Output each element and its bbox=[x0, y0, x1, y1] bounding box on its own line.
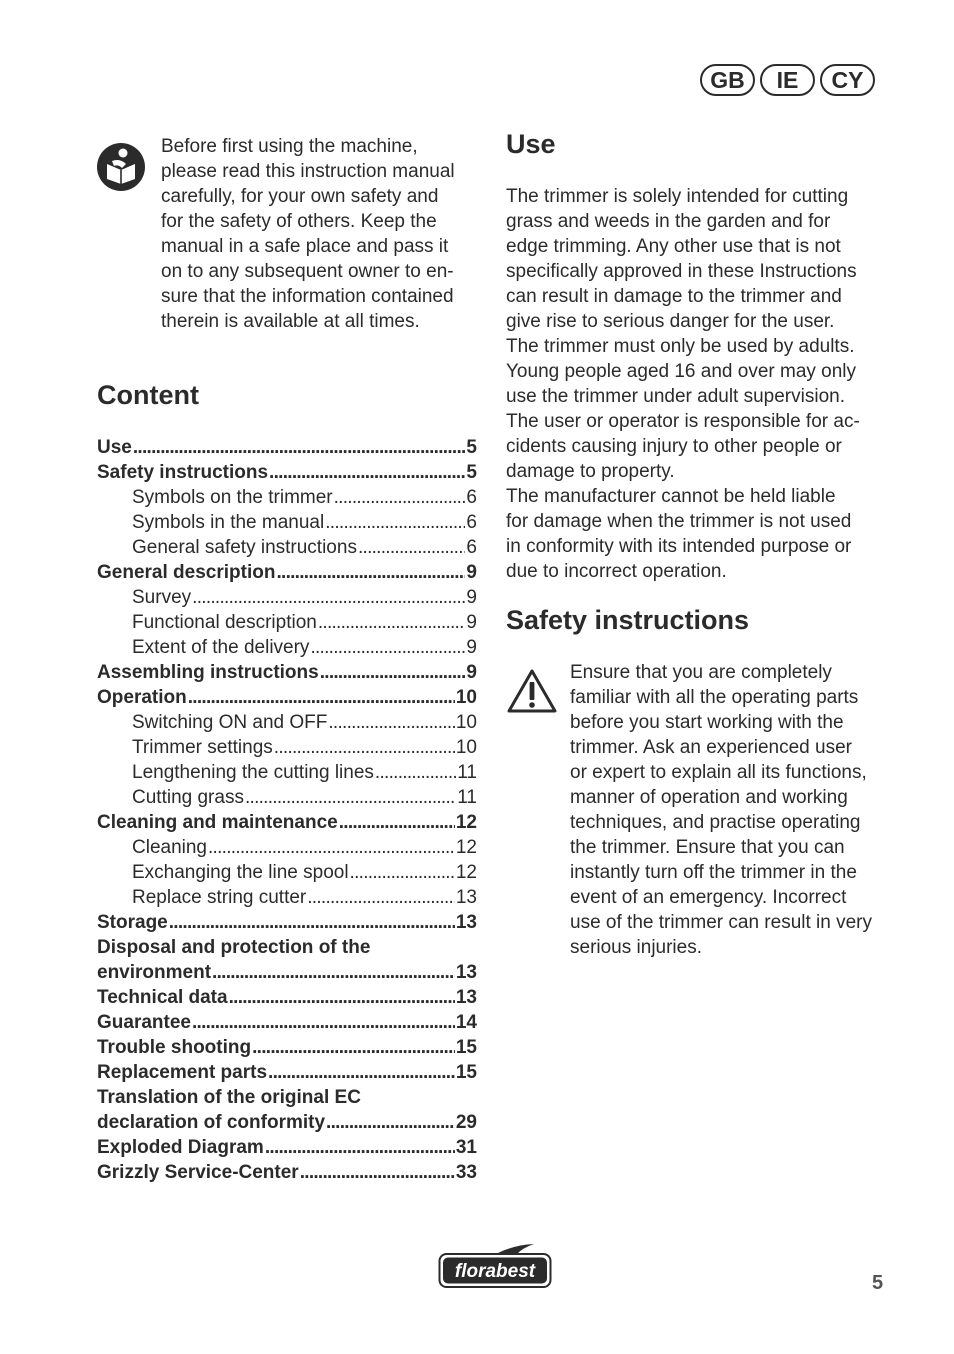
florabest-logo bbox=[438, 1243, 552, 1289]
text-line: for damage when the trimmer is not used bbox=[506, 511, 852, 532]
toc-entry-title: Trouble shooting bbox=[97, 1037, 252, 1058]
toc-entry-page: 9 bbox=[466, 662, 477, 683]
toc-leader-dots bbox=[274, 735, 455, 760]
toc-entry bbox=[97, 785, 477, 810]
toc-leader-dots bbox=[268, 1060, 455, 1085]
toc-entry bbox=[97, 1010, 477, 1035]
toc-leader-dots bbox=[276, 560, 465, 585]
toc-leader-dots bbox=[320, 660, 466, 685]
toc-entry bbox=[97, 1110, 477, 1135]
toc-entry bbox=[97, 610, 477, 635]
toc-entry bbox=[97, 910, 477, 935]
toc-entry-title: Safety instructions bbox=[97, 462, 269, 483]
toc-entry-title: Trimmer settings bbox=[132, 737, 273, 758]
toc-entry bbox=[97, 1085, 477, 1110]
toc-entry bbox=[97, 1060, 477, 1085]
toc-entry bbox=[97, 760, 477, 785]
toc-leader-dots bbox=[334, 485, 466, 510]
content-heading: Content bbox=[97, 380, 199, 410]
toc-entry-page: 13 bbox=[455, 962, 477, 983]
text-line: therein is available at all times. bbox=[161, 311, 420, 332]
toc-entry bbox=[97, 435, 477, 460]
toc-entry-page: 10 bbox=[455, 687, 477, 708]
use-heading: Use bbox=[506, 129, 556, 159]
toc-leader-dots bbox=[192, 585, 465, 610]
toc-leader-dots bbox=[229, 985, 455, 1010]
text-line: The user or operator is responsible for ac- bbox=[506, 411, 860, 432]
toc-leader-dots bbox=[133, 435, 466, 460]
toc-entry-title: environment bbox=[97, 962, 212, 983]
toc-entry-title: Disposal and protection of the bbox=[97, 937, 371, 958]
toc-entry-page: 9 bbox=[466, 612, 477, 633]
toc-entry-title: General safety instructions bbox=[132, 537, 357, 558]
toc-entry-page: 13 bbox=[455, 987, 477, 1008]
toc-entry-page: 29 bbox=[455, 1112, 477, 1133]
toc-entry-title: Switching ON and OFF bbox=[132, 712, 328, 733]
text-line: manner of operation and working bbox=[570, 787, 848, 808]
toc-leader-dots bbox=[358, 535, 465, 560]
toc-entry-title: Cutting grass bbox=[132, 787, 244, 808]
toc-entry-page: 11 bbox=[457, 787, 477, 808]
toc-leader-dots bbox=[375, 760, 456, 785]
toc-leader-dots bbox=[326, 1110, 455, 1135]
toc-leader-dots bbox=[339, 810, 455, 835]
toc-entry bbox=[97, 1135, 477, 1160]
text-line: The trimmer must only be used by adults. bbox=[506, 336, 855, 357]
toc-leader-dots bbox=[192, 1010, 455, 1035]
text-line: give rise to serious danger for the user. bbox=[506, 311, 835, 332]
toc-leader-dots bbox=[269, 460, 465, 485]
text-line: event of an emergency. Incorrect bbox=[570, 887, 847, 908]
toc-entry-title: Lengthening the cutting lines bbox=[132, 762, 374, 783]
toc-entry bbox=[97, 685, 477, 710]
toc-entry bbox=[97, 635, 477, 660]
toc-entry-page: 6 bbox=[466, 537, 477, 558]
toc-entry-page: 12 bbox=[455, 862, 477, 883]
text-line: Ensure that you are completely bbox=[570, 662, 832, 683]
text-line: sure that the information contained bbox=[161, 286, 454, 307]
toc-entry bbox=[97, 1160, 477, 1185]
toc-leader-dots bbox=[300, 1160, 455, 1185]
toc-entry-page: 14 bbox=[455, 1012, 477, 1033]
toc-leader-dots bbox=[328, 710, 455, 735]
toc-entry-title: Use bbox=[97, 437, 132, 458]
toc-entry-title: Assembling instructions bbox=[97, 662, 319, 683]
toc-entry-page: 9 bbox=[466, 587, 477, 608]
text-line: carefully, for your own safety and bbox=[161, 186, 439, 207]
toc-entry-title: Storage bbox=[97, 912, 168, 933]
toc-entry-page: 31 bbox=[455, 1137, 477, 1158]
toc-entry-title: Replace string cutter bbox=[132, 887, 307, 908]
toc-entry-page: 9 bbox=[466, 637, 477, 658]
toc-entry bbox=[97, 985, 477, 1010]
toc-entry-title: Operation bbox=[97, 687, 187, 708]
toc-entry-title: Symbols in the manual bbox=[132, 512, 325, 533]
toc-entry bbox=[97, 935, 477, 960]
text-line: edge trimming. Any other use that is not bbox=[506, 236, 841, 257]
toc-leader-dots bbox=[325, 510, 465, 535]
toc-entry bbox=[97, 485, 477, 510]
text-line: or expert to explain all its functions, bbox=[570, 762, 867, 783]
toc-entry-title: General description bbox=[97, 562, 276, 583]
read-manual-icon bbox=[96, 142, 146, 192]
text-line: use of the trimmer can result in very bbox=[570, 912, 872, 933]
text-line: familiar with all the operating parts bbox=[570, 687, 859, 708]
page-number: 5 bbox=[872, 1272, 884, 1294]
toc-entry-page: 12 bbox=[455, 837, 477, 858]
toc-leader-dots bbox=[245, 785, 456, 810]
toc-entry-title: Extent of the delivery bbox=[132, 637, 310, 658]
toc-entry-title: Technical data bbox=[97, 987, 228, 1008]
text-line: Before first using the machine, bbox=[161, 136, 418, 157]
toc-entry-page: 5 bbox=[466, 462, 477, 483]
toc-entry-page: 6 bbox=[466, 487, 477, 508]
intro-paragraph bbox=[161, 134, 481, 334]
text-line: techniques, and practise operating bbox=[570, 812, 861, 833]
language-badge-gb: GB bbox=[700, 64, 755, 96]
toc-leader-dots bbox=[265, 1135, 455, 1160]
toc-entry-page: 13 bbox=[455, 887, 477, 908]
text-line: Young people aged 16 and over may only bbox=[506, 361, 857, 382]
text-line: can result in damage to the trimmer and bbox=[506, 286, 842, 307]
toc-entry-title: Symbols on the trimmer bbox=[132, 487, 333, 508]
toc-entry bbox=[97, 885, 477, 910]
text-line: trimmer. Ask an experienced user bbox=[570, 737, 852, 758]
language-badges bbox=[700, 64, 875, 96]
toc-entry bbox=[97, 735, 477, 760]
text-line: on to any subsequent owner to en- bbox=[161, 261, 454, 282]
text-line: The trimmer is solely intended for cutting bbox=[506, 186, 849, 207]
toc-entry-title: Translation of the original EC bbox=[97, 1087, 361, 1108]
text-line: serious injuries. bbox=[570, 937, 702, 958]
toc-entry-title: Grizzly Service-Center bbox=[97, 1162, 299, 1183]
safety-heading: Safety instructions bbox=[506, 605, 750, 635]
text-line: damage to property. bbox=[506, 461, 675, 482]
toc-entry-page: 15 bbox=[455, 1062, 477, 1083]
toc-leader-dots bbox=[208, 835, 455, 860]
table-of-contents bbox=[97, 435, 477, 1185]
toc-entry bbox=[97, 1035, 477, 1060]
language-badge-cy: CY bbox=[820, 64, 875, 96]
text-line: use the trimmer under adult supervision. bbox=[506, 386, 845, 407]
toc-entry-title: Cleaning bbox=[132, 837, 207, 858]
toc-leader-dots bbox=[169, 910, 455, 935]
text-line: in conformity with its intended purpose or bbox=[506, 536, 852, 557]
text-line: specifically approved in these Instructions bbox=[506, 261, 857, 282]
text-line: The manufacturer cannot be held liable bbox=[506, 486, 836, 507]
toc-entry bbox=[97, 535, 477, 560]
toc-entry-page: 5 bbox=[466, 437, 477, 458]
toc-entry-title: Guarantee bbox=[97, 1012, 191, 1033]
text-line: due to incorrect operation. bbox=[506, 561, 727, 582]
toc-entry-page: 33 bbox=[455, 1162, 477, 1183]
toc-entry bbox=[97, 860, 477, 885]
toc-leader-dots bbox=[350, 860, 455, 885]
toc-entry-title: Exploded Diagram bbox=[97, 1137, 264, 1158]
toc-entry bbox=[97, 835, 477, 860]
toc-entry-title: Replacement parts bbox=[97, 1062, 268, 1083]
text-line: manual in a safe place and pass it bbox=[161, 236, 449, 257]
warning-triangle-icon bbox=[506, 668, 558, 714]
toc-leader-dots bbox=[310, 635, 465, 660]
toc-entry-page: 13 bbox=[455, 912, 477, 933]
text-line: for the safety of others. Keep the bbox=[161, 211, 437, 232]
toc-entry-title: Exchanging the line spool bbox=[132, 862, 349, 883]
toc-leader-dots bbox=[252, 1035, 455, 1060]
toc-leader-dots bbox=[318, 610, 466, 635]
text-line: instantly turn off the trimmer in the bbox=[570, 862, 857, 883]
toc-entry bbox=[97, 710, 477, 735]
toc-entry-page: 15 bbox=[455, 1037, 477, 1058]
text-line: cidents causing injury to other people or bbox=[506, 436, 842, 457]
text-line: grass and weeds in the garden and for bbox=[506, 211, 831, 232]
toc-entry bbox=[97, 585, 477, 610]
text-line: the trimmer. Ensure that you can bbox=[570, 837, 845, 858]
toc-leader-dots bbox=[188, 685, 455, 710]
toc-leader-dots bbox=[212, 960, 455, 985]
logo-text: florabest bbox=[454, 1261, 536, 1282]
toc-entry-page: 9 bbox=[466, 562, 477, 583]
toc-entry-page: 10 bbox=[455, 712, 477, 733]
toc-entry bbox=[97, 960, 477, 985]
toc-entry-title: Functional description bbox=[132, 612, 317, 633]
toc-entry bbox=[97, 460, 477, 485]
use-paragraph bbox=[506, 184, 906, 584]
text-line: before you start working with the bbox=[570, 712, 844, 733]
toc-entry-page: 11 bbox=[457, 762, 477, 783]
toc-entry-page: 10 bbox=[455, 737, 477, 758]
safety-paragraph bbox=[570, 660, 900, 960]
text-line: please read this instruction manual bbox=[161, 161, 455, 182]
toc-entry-title: Cleaning and maintenance bbox=[97, 812, 338, 833]
toc-entry-title: Survey bbox=[132, 587, 192, 608]
language-badge-ie: IE bbox=[760, 64, 815, 96]
toc-entry-page: 12 bbox=[455, 812, 477, 833]
toc-entry bbox=[97, 810, 477, 835]
toc-leader-dots bbox=[307, 885, 455, 910]
toc-entry-title: declaration of conformity bbox=[97, 1112, 326, 1133]
toc-entry bbox=[97, 510, 477, 535]
toc-entry-page: 6 bbox=[466, 512, 477, 533]
toc-entry bbox=[97, 560, 477, 585]
toc-entry bbox=[97, 660, 477, 685]
